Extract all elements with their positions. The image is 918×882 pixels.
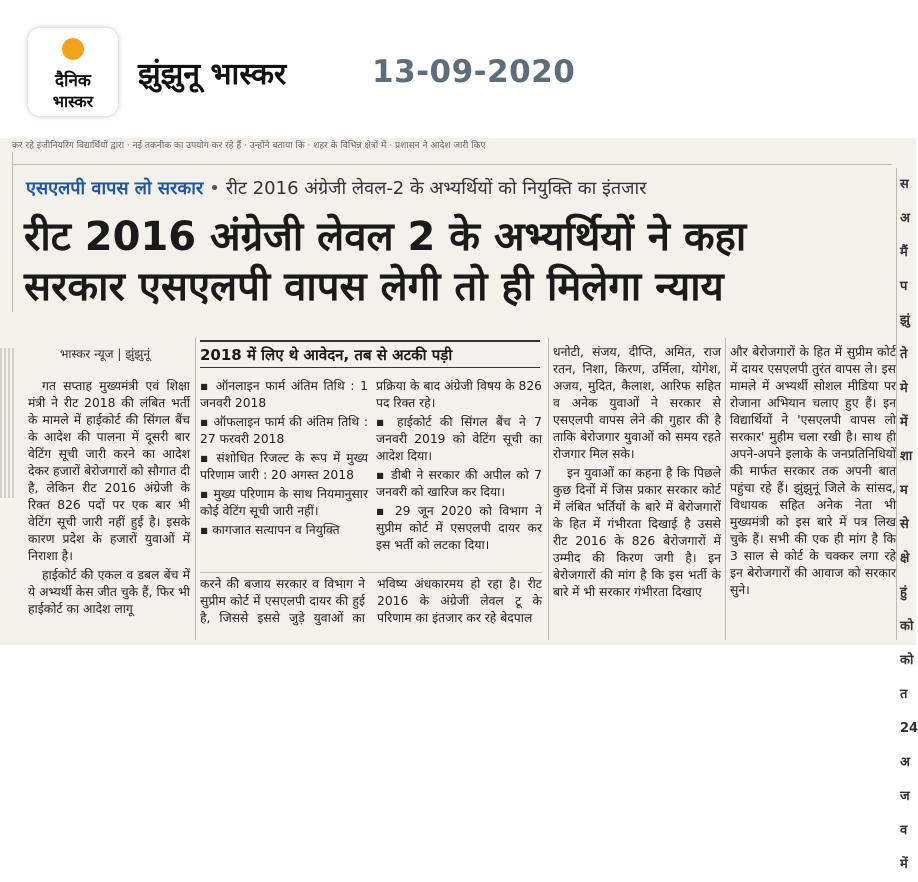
timeline-item: ▪ 29 जून 2020 को विभाग ने सुप्रीम कोर्ट में एसएलपी दायर कर इस भर्ती को लटका दिया। [376, 504, 542, 552]
article-column-5 [730, 344, 896, 640]
column-rule [12, 152, 13, 312]
section-rule [12, 164, 892, 165]
newspaper-clipping [0, 138, 918, 872]
edition-title: झुंझुनू भास्कर [138, 57, 287, 92]
column-rule [896, 168, 897, 640]
column-rule [548, 338, 549, 640]
timeline-item: प्रक्रिया के बाद अंग्रेजी विषय के 826 पद रिक्त रहे। [376, 379, 542, 410]
article-column-4 [553, 344, 721, 640]
kicker-subtitle: रीट 2016 अंग्रेजी लेवल-2 के अभ्यर्थियों को नियुक्ति का इंतजार [225, 178, 647, 199]
timeline-item: ▪ ऑनलाइन फार्म अंतिम तिथि : 1 जनवरी 2018 [200, 379, 368, 410]
sun-icon [62, 38, 84, 60]
paragraph: गत सप्ताह मुख्यमंत्री एवं शिक्षा मंत्री ने रीट 2018 की लंबित भर्ती के मामले में हाईकोर्ट की सिंगल बैंच के आदेश की पालना में दूसरी बार वेटिंग सूची जारी करने का आदेश देकर हजारों बेरोजगारों को सौगात दी है, लेकिन रीट 2016 अंग्रेजी के रिक्त 826 पदों पर एक बार भी वेटिंग सूची जारी नहीं हुई है। इसके कारण प्रदेश के हजारों युवाओं में निराशा है। [28, 379, 190, 563]
paragraph: इन युवाओं का कहना है कि पिछले कुछ दिनों में जिस प्रकार सरकार कोर्ट में लंबित भर्तियों के बारे में बेरोजगारों के हित में गंभीरता दिखाई है उससे रीट 2016 के 826 बेरोजगारों में उम्मीद की किरण जगी है। इन बेरोजगारों की मांग है कि इस भर्ती के बारे में भी सरकार गंभीरता दिखाए [553, 466, 721, 599]
page-header [0, 0, 916, 140]
headline-line-2: सरकार एसएलपी वापस लेगी तो ही मिलेगा न्याय [24, 264, 724, 310]
paragraph: और बेरोजगारों के हित में सुप्रीम कोर्ट में दायर एसएलपी तुरंत वापस ले। इस मामले में अभ्यर्थी सोशल मीडिया पर रोजाना अभियान चलाए हुए हैं। इन विद्यार्थियों ने 'एसएलपी वापस लो सरकार' मुहीम चला रखी है। साथ ही अपने-अपने इलाके के जनप्रतिनिधियों की मार्फत सरकार तक अपनी बात पहुंचा रहे हैं। झुंझुनूं जिले के सांसद, विधायक सहित अनेक नेता भी मुख्यमंत्री को इस बारे में पत्र लिख चुके हैं। सभी की एक ही मांग है कि 3 साल से कोर्ट के चक्कर लगा रहे इन बेरोजगारों की आवाज को सरकार सुने। [730, 345, 896, 597]
kicker-tag: एसएलपी वापस लो सरकार [26, 178, 204, 199]
timeline-item: ▪ कागजात सत्यापन व नियुक्ति [200, 523, 340, 537]
cropped-next-article: स अ मैं प झुं ते मे में शा म से क्षे हुं को को त 24 अ ज व में [900, 177, 918, 872]
paragraph: धनोटी, संजय, दीप्ति, अमित, राज रतन, निशा, किरण, उर्मिला, योगेश, अजय, मुदित, कैलाश, आरिफ सहित व अनेक युवाओं ने सरकार से एसएलपी वापस लेने की गुहार की है ताकि बेरोजगार युवाओं को समय रहते रोजगार मिल सके। [553, 345, 721, 461]
cropped-left-edge [0, 348, 14, 498]
timeline-item: ▪ डीबी ने सरकार की अपील को 7 जनवरी को खारिज कर दिया। [376, 468, 542, 499]
article-headline [24, 212, 894, 312]
article-kicker [26, 176, 896, 204]
timeline-column-2 [376, 378, 542, 608]
headline-line-1: रीट 2016 अंग्रेजी लेवल 2 के अभ्यर्थियों ने कहा [24, 214, 747, 260]
timeline-item: ▪ ऑफलाइन फार्म की अंतिम तिथि : 27 फरवरी 2018 [200, 415, 368, 446]
paragraph: करने की बजाय सरकार व विभाग ने सुप्रीम कोर्ट में एसएलपी दायर की हुई है, जिससे इससे जुड़े युवाओं का भविष्य अंधकारमय हो रहा है। रीट 2016 के अंग्रेजी लेवल टू के परिणाम का इंतजार कर रहे बेदपाल [200, 577, 542, 625]
article-column-1 [28, 378, 190, 640]
byline: भास्कर न्यूज | झुंझुनूं [60, 347, 151, 361]
timeline-column-1 [200, 378, 368, 578]
timeline-item: ▪ मुख्य परिणाम के साथ नियमानुसार कोई वेटिंग सूची जारी नहीं। [200, 487, 368, 518]
timeline-item: ▪ संशोधित रिजल्ट के रूप में मुख्य परिणाम जारी : 20 अगस्त 2018 [200, 451, 368, 482]
timeline-item: ▪ हाईकोर्ट की सिंगल बैंच ने 7 जनवरी 2019 को वेटिंग सूची का आदेश दिया। [376, 415, 542, 463]
article-continuation [200, 576, 542, 640]
dainik-bhaskar-logo[interactable] [28, 28, 118, 116]
column-rule [195, 338, 196, 640]
logo-line-1: दैनिक [55, 71, 91, 91]
logo-line-2: भास्कर [52, 92, 94, 111]
paragraph: हाईकोर्ट की एकल व डबल बेंच में ये अभ्यर्थी केस जीत चुके हैं, फिर भी हाईकोर्ट का आदेश लागू [28, 568, 190, 616]
edition-date: 13-09-2020 [372, 54, 576, 90]
kicker-separator: • [209, 178, 220, 199]
timeline-box-title: 2018 में लिए थे आवेदन, तब से अटकी पड़ी [200, 340, 540, 368]
box-bottom-rule [200, 572, 542, 573]
column-rule [725, 338, 726, 640]
cropped-previous-article: कर रहे इंजीनियरिंग विद्यार्थियों द्वारा · नई तकनीक का उपयोग कर रहे हैं · उन्होंने बताया कि · शहर के विभिन्न क्षेत्रों में · प्रशासन ने आदेश जारी किए [12, 141, 486, 151]
